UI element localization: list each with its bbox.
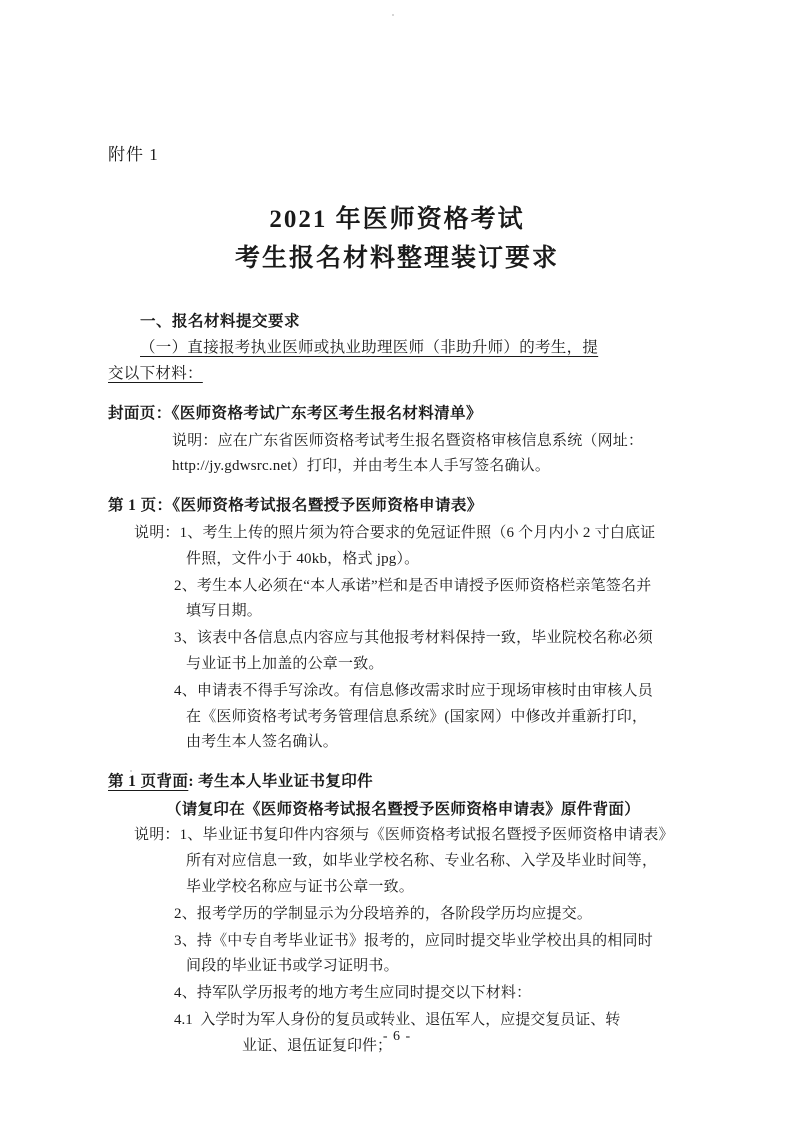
page1-note-prefix: 说明： bbox=[134, 525, 180, 541]
page1-back-heading-underlined: 第 1 页背面 bbox=[108, 773, 189, 791]
page1-item-4-cont2: 由考生本人签名确认。 bbox=[186, 734, 339, 751]
page-title bbox=[108, 201, 686, 279]
page1-heading: 第 1 页：《医师资格考试报名暨授予医师资格申请表》 bbox=[108, 497, 483, 515]
page1-back-note-list bbox=[108, 823, 686, 1007]
back-item-2-text: 报考学历的学制显示为分段培养的，各阶段学历均应提交。 bbox=[196, 905, 593, 922]
back-sub-item-cont: 业证、退伍证复印件； bbox=[242, 1037, 393, 1054]
title-line-2: 考生报名材料整理装订要求 bbox=[234, 244, 559, 272]
back-item-4-text: 持军队学历报考的地方考生应同时提交以下材料： bbox=[196, 985, 532, 1002]
back-sub-item-text: 入学时为军人身份的复员或转业、退伍军人，应提交复员证、转 bbox=[200, 1011, 621, 1028]
page1-item-3-num: 3、 bbox=[174, 630, 197, 647]
page1-item-1-text: 考生上传的照片须为符合要求的免冠证件照（6 个月内小 2 寸白底证 bbox=[202, 525, 656, 541]
page1-item-2-cont: 填写日期。 bbox=[186, 603, 263, 620]
page1-item-1-num: 1、 bbox=[179, 525, 203, 541]
cover-note-line-1: 说明：应在广东省医师资格考试考生报名暨资格审核信息系统（网址： bbox=[172, 432, 644, 449]
back-item-4-num: 4、 bbox=[174, 985, 197, 1002]
list-item bbox=[108, 929, 686, 981]
back-item-1-text: 毕业证书复印件内容须与《医师资格考试报名暨授予医师资格申请表》 bbox=[202, 827, 674, 844]
title-line-1: 2021 年医师资格考试 bbox=[269, 206, 525, 233]
list-item bbox=[108, 679, 686, 756]
back-sub-item-num: 4.1 bbox=[174, 1011, 193, 1028]
scan-speck bbox=[130, 770, 132, 772]
attachment-label: 附件 1 bbox=[108, 145, 159, 164]
list-item bbox=[108, 823, 686, 900]
back-item-3-cont: 间段的毕业证书或学习证明书。 bbox=[186, 958, 399, 975]
back-item-3-text: 持《中专自考毕业证书》报考的，应同时提交毕业学校出具的相同时 bbox=[196, 932, 653, 949]
page-number: - 6 - bbox=[382, 1029, 412, 1044]
cover-note-line-2: http://jy.gdwsrc.net）打印，并由考生本人手写签名确认。 bbox=[172, 458, 551, 475]
page1-item-2-num: 2、 bbox=[174, 577, 197, 594]
page1-item-4-text: 申请表不得手写涂改。有信息修改需求时应于现场审核时由审核人员 bbox=[196, 682, 653, 699]
list-item bbox=[108, 626, 686, 678]
page1-item-4-cont: 在《医师资格考试考务管理信息系统》(国家网）中修改并重新打印， bbox=[186, 708, 648, 725]
page1-back-heading-rest: : 考生本人毕业证书复印件 bbox=[188, 773, 374, 791]
page1-back-heading bbox=[108, 770, 686, 795]
page1-note-list bbox=[108, 521, 686, 756]
page1-item-1-cont: 件照，文件小于 40kb，格式 jpg）。 bbox=[186, 550, 420, 567]
back-item-1-num: 1、 bbox=[179, 827, 203, 844]
page1-item-3-text: 该表中各信息点内容应与其他报考材料保持一致，毕业院校名称必须 bbox=[196, 630, 653, 647]
list-item bbox=[108, 574, 686, 626]
page1-back-subnote: （请复印在《医师资格考试报名暨授予医师资格申请表》原件背面） bbox=[166, 800, 641, 818]
section-1-paragraph-cont: 交以下材料： bbox=[108, 365, 203, 383]
back-item-3-num: 3、 bbox=[174, 932, 197, 949]
list-item bbox=[108, 981, 686, 1007]
back-item-1-cont: 所有对应信息一致，如毕业学校名称、专业名称、入学及毕业时间等， bbox=[186, 853, 658, 870]
list-item bbox=[108, 521, 686, 573]
back-item-1-cont2: 毕业学校名称应与证书公章一致。 bbox=[186, 878, 415, 895]
page1-back-note-prefix: 说明： bbox=[134, 827, 180, 844]
back-item-2-num: 2、 bbox=[174, 905, 197, 922]
cover-page-heading: 封面页：《医师资格考试广东考区考生报名材料清单》 bbox=[108, 404, 482, 422]
page1-item-4-num: 4、 bbox=[174, 682, 197, 699]
page1-item-3-cont: 与业证书上加盖的公章一致。 bbox=[186, 655, 384, 672]
section-1-heading: 一、报名材料提交要求 bbox=[140, 312, 301, 330]
scan-speck bbox=[392, 14, 394, 16]
page1-item-2-text: 考生本人必须在“本人承诺”栏和是否申请授予医师资格栏亲笔签名并 bbox=[196, 577, 652, 594]
list-item bbox=[108, 902, 686, 928]
section-1-paragraph: （一）直接报考执业医师或执业助理医师（非助升师）的考生，提 bbox=[140, 338, 599, 356]
cover-page-note bbox=[108, 429, 686, 481]
